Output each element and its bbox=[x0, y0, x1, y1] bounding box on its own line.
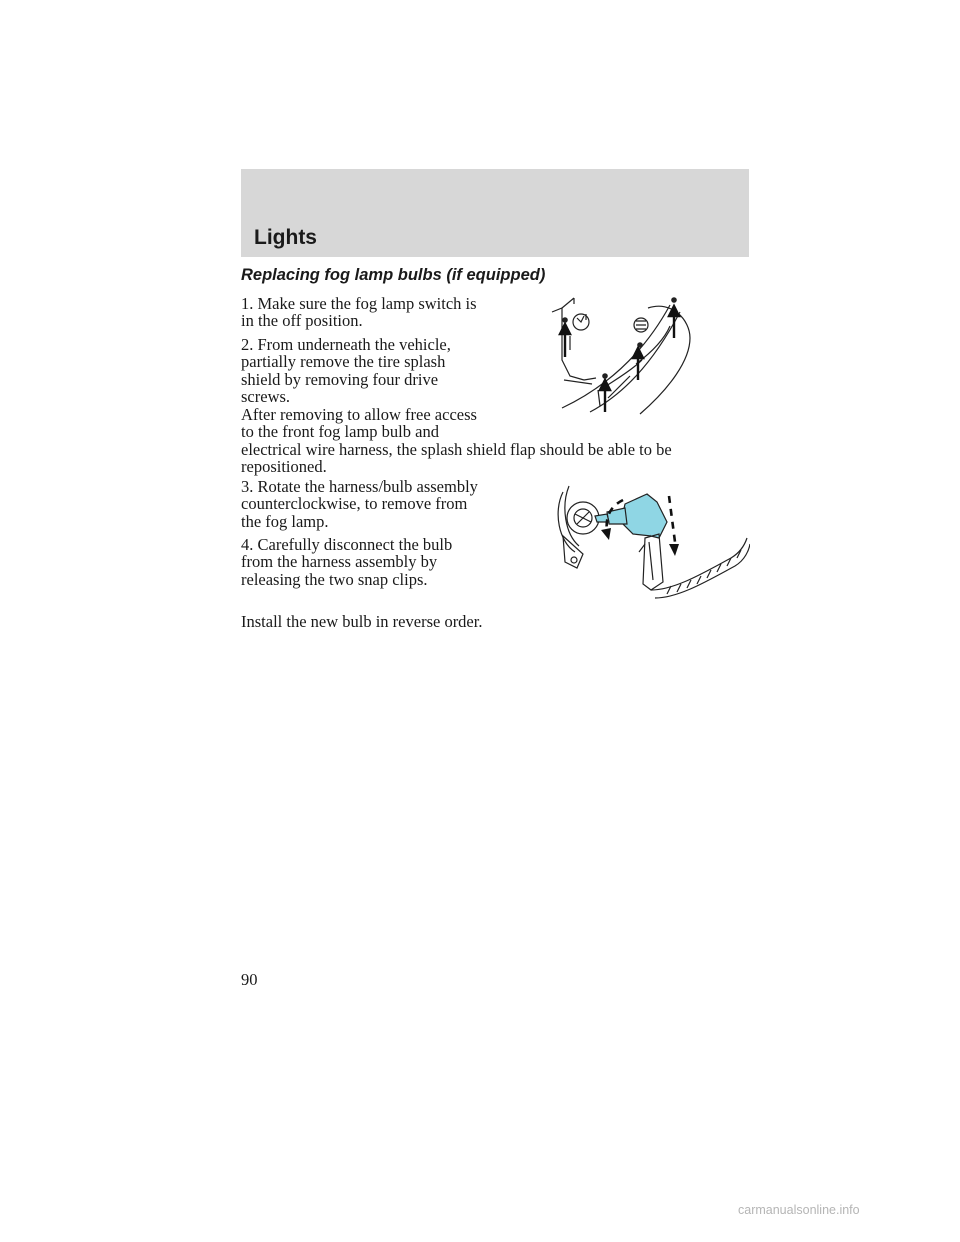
step-1: 1. Make sure the fog lamp switch is in the off position. bbox=[241, 294, 477, 331]
subheading: Replacing fog lamp bulbs (if equipped) bbox=[241, 266, 546, 284]
page-number: 90 bbox=[241, 970, 258, 989]
step-2: 2. From underneath the vehicle, partially remove the tire splash shield by removing four drive screws. bbox=[241, 335, 451, 407]
splash-shield-note: After removing to allow free access to the front fog lamp bulb and electrical wire harness, the splash shield flap should be able to be repositioned. bbox=[241, 405, 672, 477]
step-3: 3. Rotate the harness/bulb assembly counterclockwise, to remove from the fog lamp. bbox=[241, 477, 478, 531]
watermark: carmanualsonline.info bbox=[738, 1203, 860, 1217]
closing-instruction: Install the new bulb in reverse order. bbox=[241, 612, 483, 631]
splash-shield-screws-illustration bbox=[540, 290, 710, 415]
section-title: Lights bbox=[254, 226, 317, 249]
header-band bbox=[241, 169, 749, 257]
bulb-harness-removal-illustration bbox=[555, 472, 750, 600]
step-4: 4. Carefully disconnect the bulb from the harness assembly by releasing the two snap clips. bbox=[241, 535, 453, 589]
